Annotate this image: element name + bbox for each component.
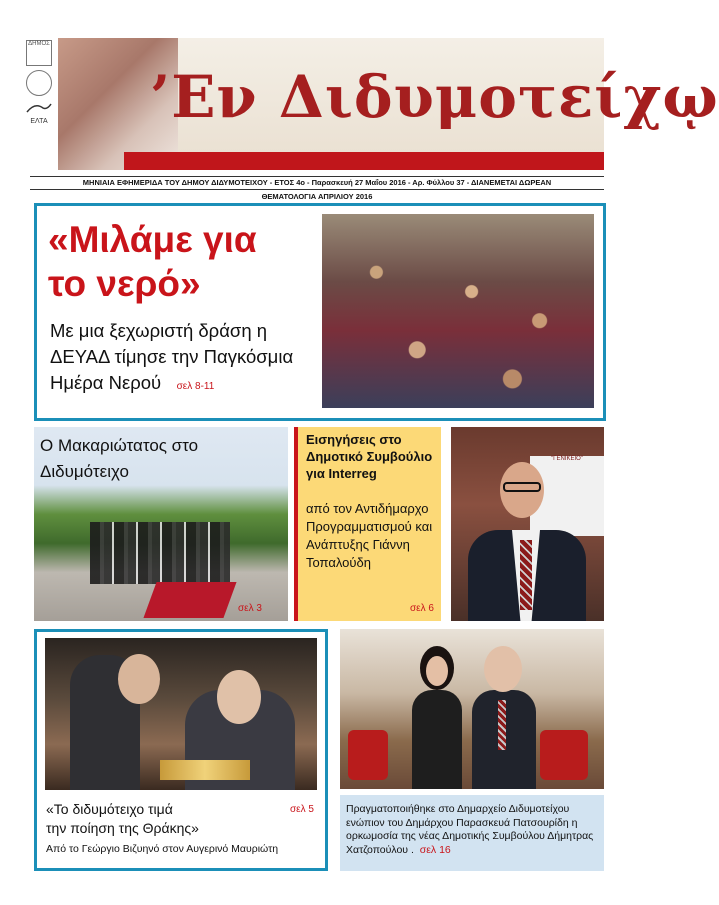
red-chair [540,730,588,780]
face-left [118,654,160,704]
clergy-group [90,522,230,584]
face [426,656,448,686]
red-chair [348,730,388,780]
theme-line: ΘΕΜΑΤΟΛΟΓΙΑ ΑΠΡΙΛΙΟΥ 2016 [261,192,373,201]
story5-caption[interactable]: «Το διδυμότειχο τιμά την ποίηση της Θράκης» [46,801,199,836]
page-ref: σελ 5 [290,804,314,815]
story2-caption[interactable]: Ο Μακαριώτατος στο Διδυμότειχο [40,436,199,481]
gift-frame [160,760,250,780]
tie [520,540,532,610]
newspaper-title: ’Εν Διδυμοτείχῳ [150,63,719,131]
background-banner: "ΓΕΝΙΚΕΙΟ" [530,456,604,536]
face [484,646,522,692]
story5-byline: Από το Γεώργιο Βιζυηνό στον Αυγερινό Μαυριώτη [46,843,279,855]
page-ref: σελ 16 [419,843,451,856]
glasses [503,482,541,492]
story3-body: από τον Αντιδήμαρχο Προγραμματισμού και Ανάπτυξης Γιάννη Τοπαλούδη [306,501,433,570]
councillor [412,690,462,789]
page-ref: σελ 6 [410,603,434,614]
page-ref: σελ 8-11 [176,381,215,392]
issue-info-line: ΜΗΝΙΑΙΑ ΕΦΗΜΕΡΙΔΑ ΤΟΥ ΔΗΜΟΥ ΔΙΔΥΜΟΤΕΙΧΟΥ - ΕΤΟΣ 4ο - Παρασκευή 27 Μαΐου 2016 - Αρ. Φύλλου 37 - ΔΙΑΝΕΜΕΤΑΙ ΔΩΡΕΑΝ [30,176,604,190]
story6-caption[interactable]: Πραγματοποιήθηκε στο Δημαρχείο Διδυμοτείχου ενώπιον του Δημάρχου Παρασκευά Πατσουρίδη η ορκωμοσία της νέας Δημοτικής Συμβούλου Δήμητρας Χατζοπούλου . σελ 16 [346,803,594,856]
tie [498,700,506,750]
bird-icon [25,100,53,116]
municipality-logo: ΔΗΜΟΣ [26,40,52,66]
face-right [217,670,261,724]
main-story-headline[interactable]: «Μιλάμε για το νερό» [48,219,257,304]
masthead-red-bar [124,152,604,170]
seal-icon [26,70,52,96]
story3-accent-bar [294,427,298,621]
audience-photo[interactable] [322,214,594,408]
main-story-subtitle: Με μια ξεχωριστή δράση η ΔΕΥΑΔ τίμησε την Παγκόσμια Ημέρα Νερού σελ 8-11 [50,320,294,393]
story3-headline[interactable]: Εισηγήσεις στο Δημοτικό Συμβούλιο για Interreg [306,432,433,481]
elta-logo: ΕΛΤΑ [24,100,54,128]
page-ref: σελ 3 [238,603,262,614]
red-carpet [143,582,236,618]
